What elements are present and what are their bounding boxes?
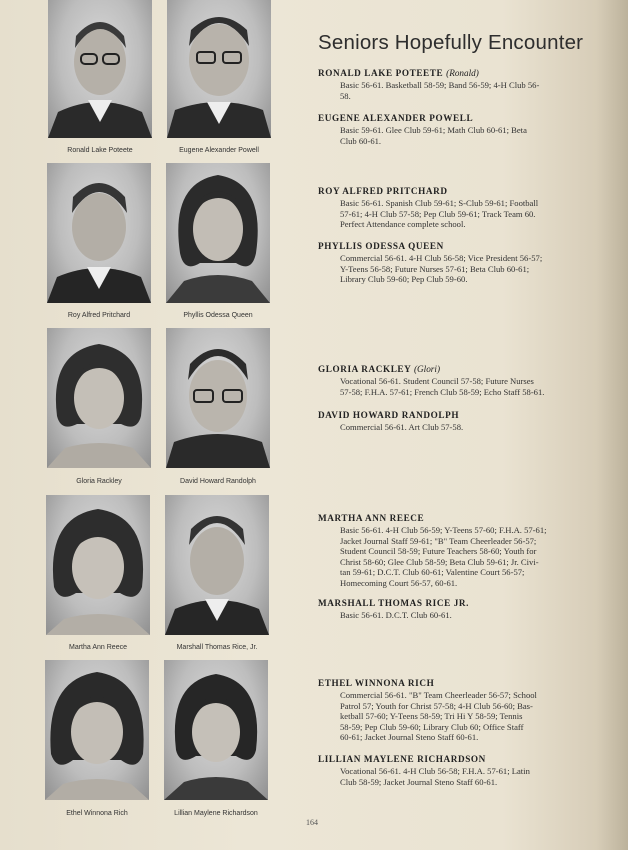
senior-activities: Basic 56-61. Spanish Club 59-61; S-Club 59-61; Football 57-61; 4-H Club 57-58; Pep Club 59-61; Track Team 60. Perfect Attendance complete school. [340,198,539,230]
senior-entry [318,67,618,101]
senior-entry [318,240,618,285]
senior-entry [318,677,618,743]
portrait-caption: Ethel Winnona Rich [66,810,128,817]
senior-entry [318,112,618,146]
senior-name: ROY ALFRED PRITCHARD [318,186,448,196]
page-title: Seniors Hopefully Encounter [318,31,584,54]
senior-name: MARSHALL THOMAS RICE JR. [318,598,470,608]
senior-name: LILLIAN MAYLENE RICHARDSON [318,754,486,764]
senior-activities: Basic 56-61. D.C.T. Club 60-61. [340,610,452,620]
portrait-photo [46,495,150,635]
senior-activities: Basic 56-61. Basketball 58-59; Band 56-59; 4-H Club 56- 58. [340,80,540,101]
senior-name: RONALD LAKE POTEETE (Ronald) [318,68,479,78]
senior-entry [318,512,618,589]
senior-activities: Commercial 56-61. Art Club 57-58. [340,422,464,432]
senior-activities: Commercial 56-61. 4-H Club 56-58; Vice President 56-57; Y-Teens 56-58; Future Nurses 57-61; Beta Club 60-61; Library Club 59-60; Pep Club 59-60. [340,253,543,285]
senior-activities: Commercial 56-61. "B" Team Cheerleader 56-57; School Patrol 57; Youth for Christ 57-58; 4-H Club 56-60; Bas- ketball 57-60; Y-Teens 58-59; Tri Hi Y 58-59; Tennis 58-59; Pep Club 59-60; Library Club 60; Office Staff 60-61; Jacket Journal Steno Staff 60-61. [340,690,537,743]
senior-name: GLORIA RACKLEY (Glori) [318,364,440,374]
page-number: 164 [306,818,318,827]
senior-name: PHYLLIS ODESSA QUEEN [318,241,444,251]
portrait-photo [47,163,151,303]
portrait-caption: Phyllis Odessa Queen [183,312,253,319]
senior-name: EUGENE ALEXANDER POWELL [318,113,474,123]
portrait-caption: Roy Alfred Pritchard [67,312,131,319]
portrait-caption: David Howard Randolph [180,478,256,485]
senior-name: ETHEL WINNONA RICH [318,678,435,688]
portrait-photo [167,0,271,138]
senior-activities: Basic 56-61. 4-H Club 56-59; Y-Teens 57-60; F.H.A. 57-61; Jacket Journal Staff 59-61; "B" Team Cheerleader 56-57; Student Council 58-59; Future Teachers 58-60; Youth for Christ 58-60; Glee Club 58-59; Beta Club 59-61; Jr. Civi- tan 59-61; D.C.T. Club 60-61; Valentine Court 56-57; Homecoming Court 56-57, 60-61. [340,525,547,588]
portrait-caption: Lillian Maylene Richardson [174,810,258,817]
portrait-caption: Gloria Rackley [76,478,122,485]
senior-activities: Vocational 56-61. 4-H Club 56-58; F.H.A. 57-61; Latin Club 58-59; Jacket Journal Steno Staff 60-61. [340,766,530,787]
portrait-photo [164,660,268,800]
portrait-caption: Marshall Thomas Rice, Jr. [176,644,258,651]
portrait-photo [165,495,269,635]
portrait-photo [45,660,149,800]
senior-entry [318,185,618,230]
senior-activities: Basic 59-61. Glee Club 59-61; Math Club 60-61; Beta Club 60-61. [340,125,527,146]
senior-activities: Vocational 56-61. Student Council 57-58; Future Nurses 57-58; F.H.A. 57-61; French Club 58-59; Echo Staff 58-61. [340,376,545,397]
portrait-caption: Ronald Lake Poteete [67,147,133,154]
portrait-caption: Eugene Alexander Powell [179,147,259,154]
senior-entry [318,597,618,621]
senior-entry [318,363,618,397]
senior-name: MARTHA ANN REECE [318,513,425,523]
portrait-photo [48,0,152,138]
portrait-photo [166,328,270,468]
senior-entry [318,409,618,433]
senior-name: DAVID HOWARD RANDOLPH [318,410,460,420]
portrait-photo [166,163,270,303]
portrait-photo [47,328,151,468]
senior-entry [318,753,618,787]
portrait-caption: Martha Ann Reece [69,644,127,651]
